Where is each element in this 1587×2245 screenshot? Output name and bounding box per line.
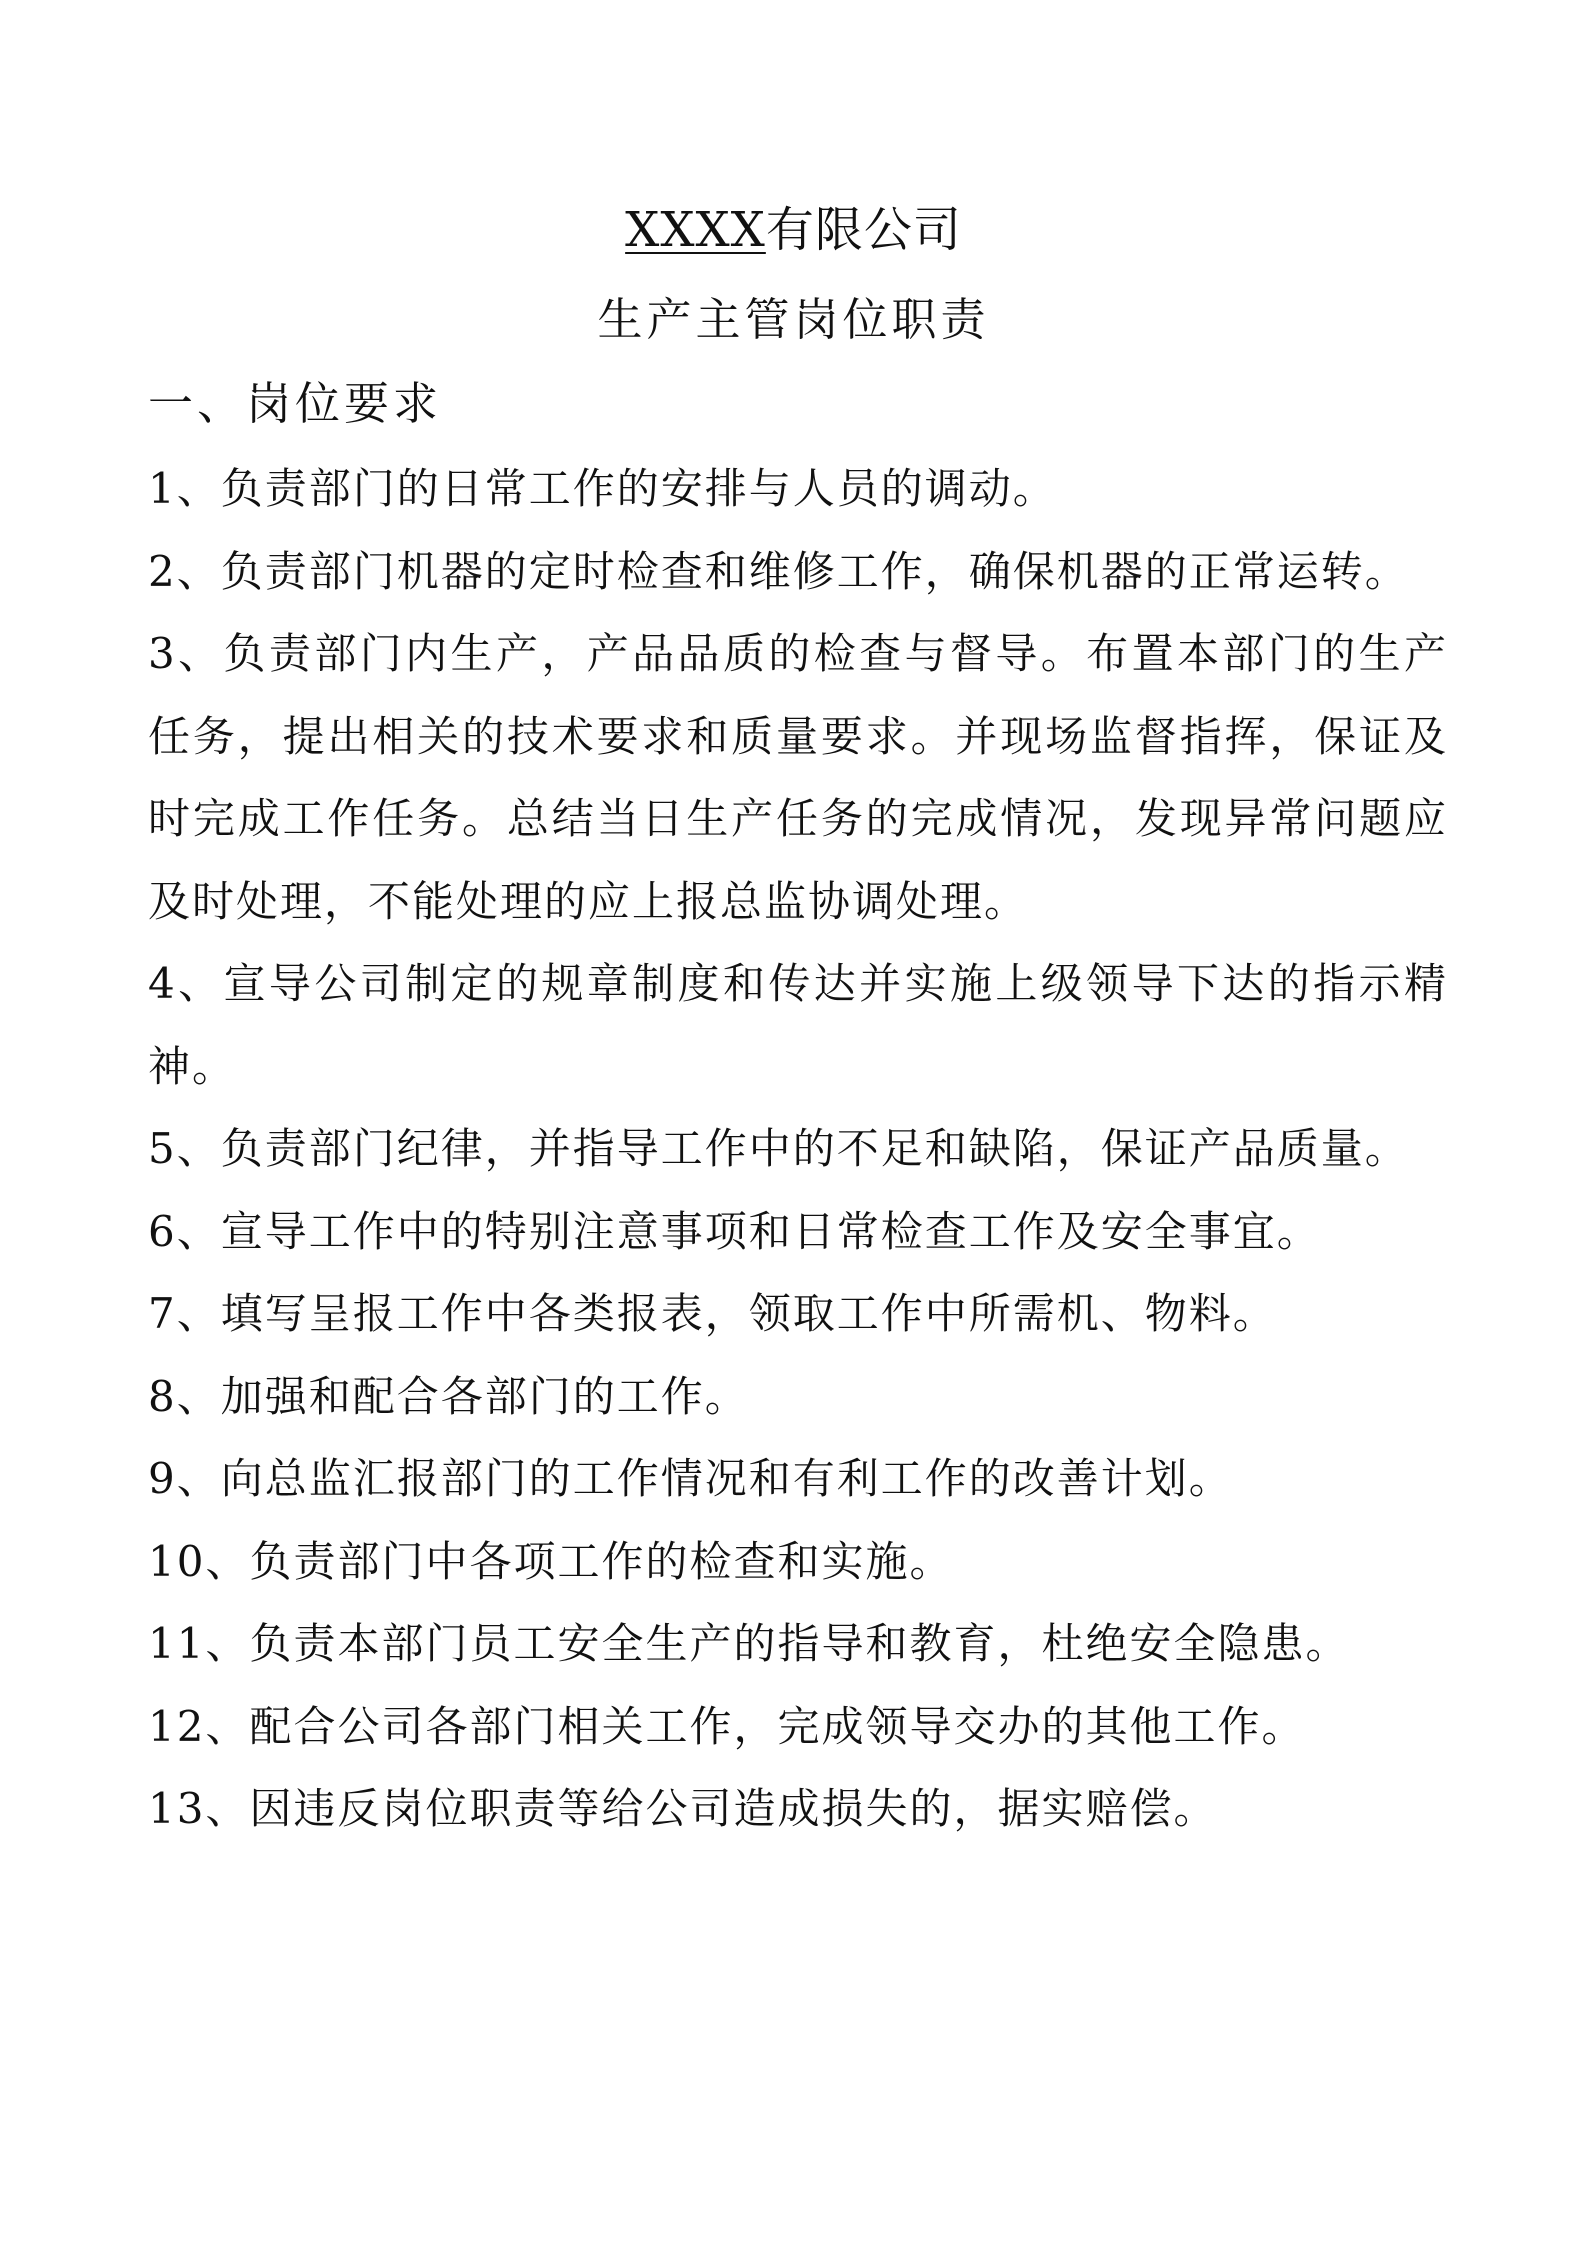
duty-item: 8、加强和配合各部门的工作。 [148,1371,749,1421]
duty-item: 13、因违反岗位职责等给公司造成损失的，据实赔偿。 [148,1784,1218,1833]
duty-item: 10、负责部门中各项工作的检查和实施。 [148,1536,954,1586]
duty-item: 2、负责部门机器的定时检查和维修工作，确保机器的正常运转。 [148,546,1409,596]
duty-item: 9、向总监汇报部门的工作情况和有利工作的改善计划。 [148,1454,1233,1503]
duty-item: 11、负责本部门员工安全生产的指导和教育，杜绝安全隐患。 [148,1619,1350,1668]
company-suffix: 有限公司 [765,202,962,258]
duty-item: 4、宣导公司制定的规章制度和传达并实施上级领导下达的指示精神。 [148,959,1448,1091]
section-heading: 一、岗位要求 [148,377,443,430]
duty-item: 12、配合公司各部门相关工作，完成领导交办的其他工作。 [148,1701,1306,1751]
company-code: XXXX [625,202,766,258]
duty-item: 5、负责部门纪律，并指导工作中的不足和缺陷，保证产品质量。 [148,1124,1409,1173]
duty-item: 6、宣导工作中的特别注意事项和日常检查工作及安全事宜。 [148,1206,1321,1256]
document-title: 生产主管岗位职责 [597,293,990,346]
company-title [0,198,1587,262]
duty-list [148,448,1448,1851]
duty-item: 7、填写呈报工作中各类报表，领取工作中所需机、物料。 [148,1289,1277,1338]
duty-item: 3、负责部门内生产，产品品质的检查与督导。布置本部门的生产任务，提出相关的技术要求和质量要求。并现场监督指挥，保证及时完成工作任务。总结当日生产任务的完成情况，发现异常问题应及时处理，不能处理的应上报总监协调处理。 [148,629,1448,926]
duty-item: 1、负责部门的日常工作的安排与人员的调动。 [148,464,1057,513]
